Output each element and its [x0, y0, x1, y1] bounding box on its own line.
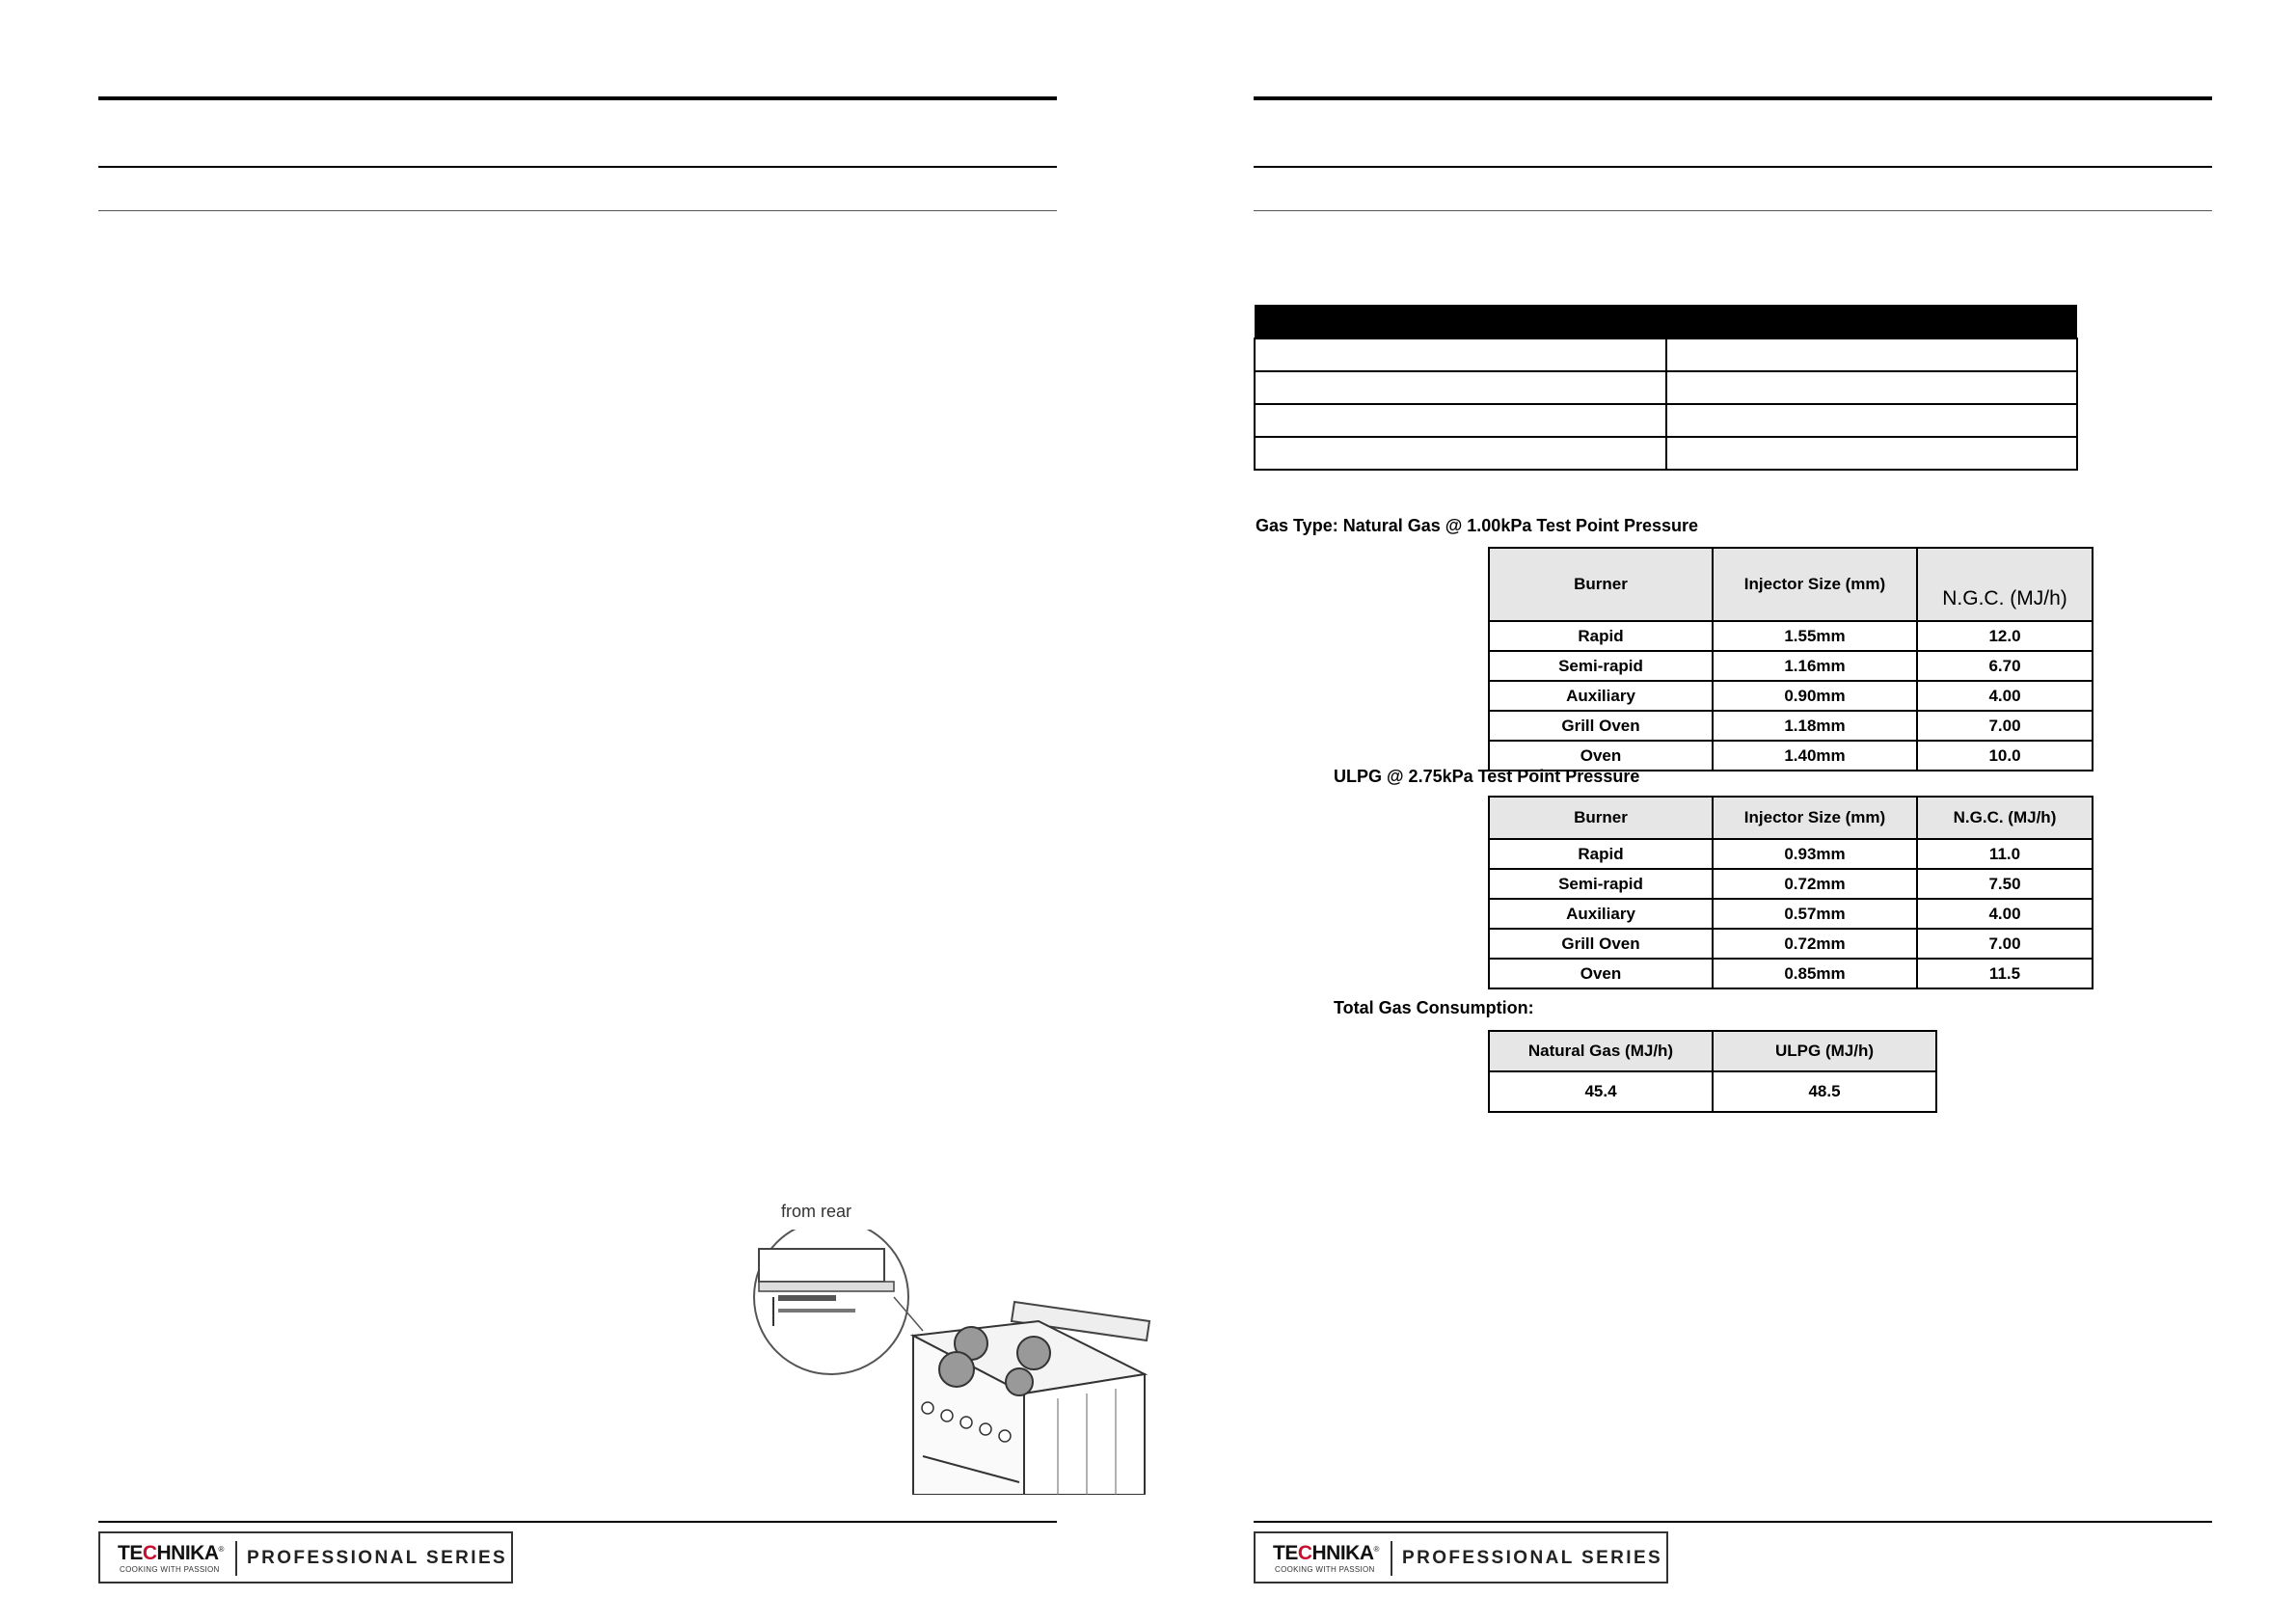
table-row [1255, 404, 2077, 437]
table-row [1489, 929, 2093, 959]
table-row [1489, 651, 2093, 681]
table-row [1255, 338, 2077, 371]
table-cell: 0.90mm [1713, 681, 1917, 711]
table-cell [1666, 404, 2078, 437]
total-caption: Total Gas Consumption: [1334, 998, 1534, 1017]
table-cell: 0.93mm [1713, 839, 1917, 869]
table-cell [1255, 338, 1666, 371]
table-cell: 1.55mm [1713, 621, 1917, 651]
logo-tagline: COOKING WITH PASSION [120, 1565, 220, 1574]
table-row [1489, 1071, 1936, 1112]
table-cell: 45.4 [1489, 1071, 1713, 1112]
table-cell: Auxiliary [1489, 899, 1713, 929]
table-cell: Auxiliary [1489, 681, 1713, 711]
spec-table [1254, 305, 2078, 471]
table-cell [1255, 371, 1666, 404]
table-cell: Semi-rapid [1489, 869, 1713, 899]
table-cell: 4.00 [1917, 899, 2093, 929]
table-cell: 0.57mm [1713, 899, 1917, 929]
table-cell [1255, 404, 1666, 437]
logo-tagline: COOKING WITH PASSION [1275, 1565, 1375, 1574]
table-cell [1666, 338, 2078, 371]
table-row [1489, 621, 2093, 651]
natural-gas-table [1488, 547, 2093, 771]
col-header: ULPG (MJ/h) [1713, 1031, 1936, 1071]
col-header: N.G.C. (MJ/h) [1917, 797, 2093, 839]
table-cell: Oven [1489, 741, 1713, 771]
table-row [1489, 899, 2093, 929]
table-cell: 1.18mm [1713, 711, 1917, 741]
total-consumption-table [1488, 1030, 1937, 1113]
ulpg-caption: ULPG @ 2.75kPa Test Point Pressure [1334, 767, 1640, 786]
brand-logo [98, 1531, 513, 1583]
table-cell: 11.5 [1917, 959, 2093, 988]
table-cell: 48.5 [1713, 1071, 1936, 1112]
col-header: Burner [1489, 797, 1713, 839]
table-cell: 10.0 [1917, 741, 2093, 771]
col-header: Injector Size (mm) [1713, 797, 1917, 839]
table-cell [1666, 371, 2078, 404]
table-cell: Oven [1489, 959, 1713, 988]
top-rule [1254, 96, 2212, 100]
table-cell: 7.00 [1917, 929, 2093, 959]
header-rule [98, 166, 1057, 168]
left-page [98, 0, 1063, 1624]
spec-header-cell [1666, 305, 2078, 338]
header-rule [1254, 166, 2212, 168]
cooktop-rear-illustration [749, 1230, 1154, 1495]
footer-rule [98, 1521, 1057, 1523]
logo-series: PROFESSIONAL SERIES [1402, 1548, 1663, 1568]
table-cell: 7.00 [1917, 711, 2093, 741]
ng-caption: Gas Type: Natural Gas @ 1.00kPa Test Point Pressure [1256, 516, 1699, 535]
table-row [1255, 437, 2077, 470]
table-cell: Grill Oven [1489, 711, 1713, 741]
table-row [1255, 371, 2077, 404]
illustration-label: from rear [781, 1202, 852, 1221]
logo-divider [1391, 1541, 1392, 1576]
table-row [1489, 959, 2093, 988]
brand-logo [1254, 1531, 1668, 1583]
table-row [1489, 839, 2093, 869]
table-cell: 1.40mm [1713, 741, 1917, 771]
table-cell [1255, 437, 1666, 470]
table-cell: Rapid [1489, 621, 1713, 651]
right-page [1254, 0, 2218, 1624]
logo-wordmark: TECHNIKA® [118, 1542, 224, 1564]
table-row [1489, 681, 2093, 711]
logo-series: PROFESSIONAL SERIES [247, 1548, 508, 1568]
spec-header-cell [1255, 305, 1666, 338]
table-cell: 4.00 [1917, 681, 2093, 711]
footer-rule [1254, 1521, 2212, 1523]
table-row [1489, 711, 2093, 741]
table-cell: Semi-rapid [1489, 651, 1713, 681]
table-cell: Rapid [1489, 839, 1713, 869]
table-cell [1666, 437, 2078, 470]
col-header: Burner [1489, 548, 1713, 621]
table-cell: 6.70 [1917, 651, 2093, 681]
logo-wordmark: TECHNIKA® [1273, 1542, 1379, 1564]
table-cell: 7.50 [1917, 869, 2093, 899]
table-cell: 0.72mm [1713, 869, 1917, 899]
ulpg-table [1488, 796, 2093, 989]
subheader-rule [1254, 210, 2212, 211]
table-cell: 0.85mm [1713, 959, 1917, 988]
table-cell: 1.16mm [1713, 651, 1917, 681]
col-header: N.G.C. (MJ/h) [1917, 548, 2093, 621]
col-header: Natural Gas (MJ/h) [1489, 1031, 1713, 1071]
col-header: Injector Size (mm) [1713, 548, 1917, 621]
table-row [1489, 869, 2093, 899]
table-cell: 12.0 [1917, 621, 2093, 651]
logo-divider [235, 1541, 237, 1576]
top-rule [98, 96, 1057, 100]
table-cell: 11.0 [1917, 839, 2093, 869]
table-cell: 0.72mm [1713, 929, 1917, 959]
table-cell: Grill Oven [1489, 929, 1713, 959]
subheader-rule [98, 210, 1057, 211]
